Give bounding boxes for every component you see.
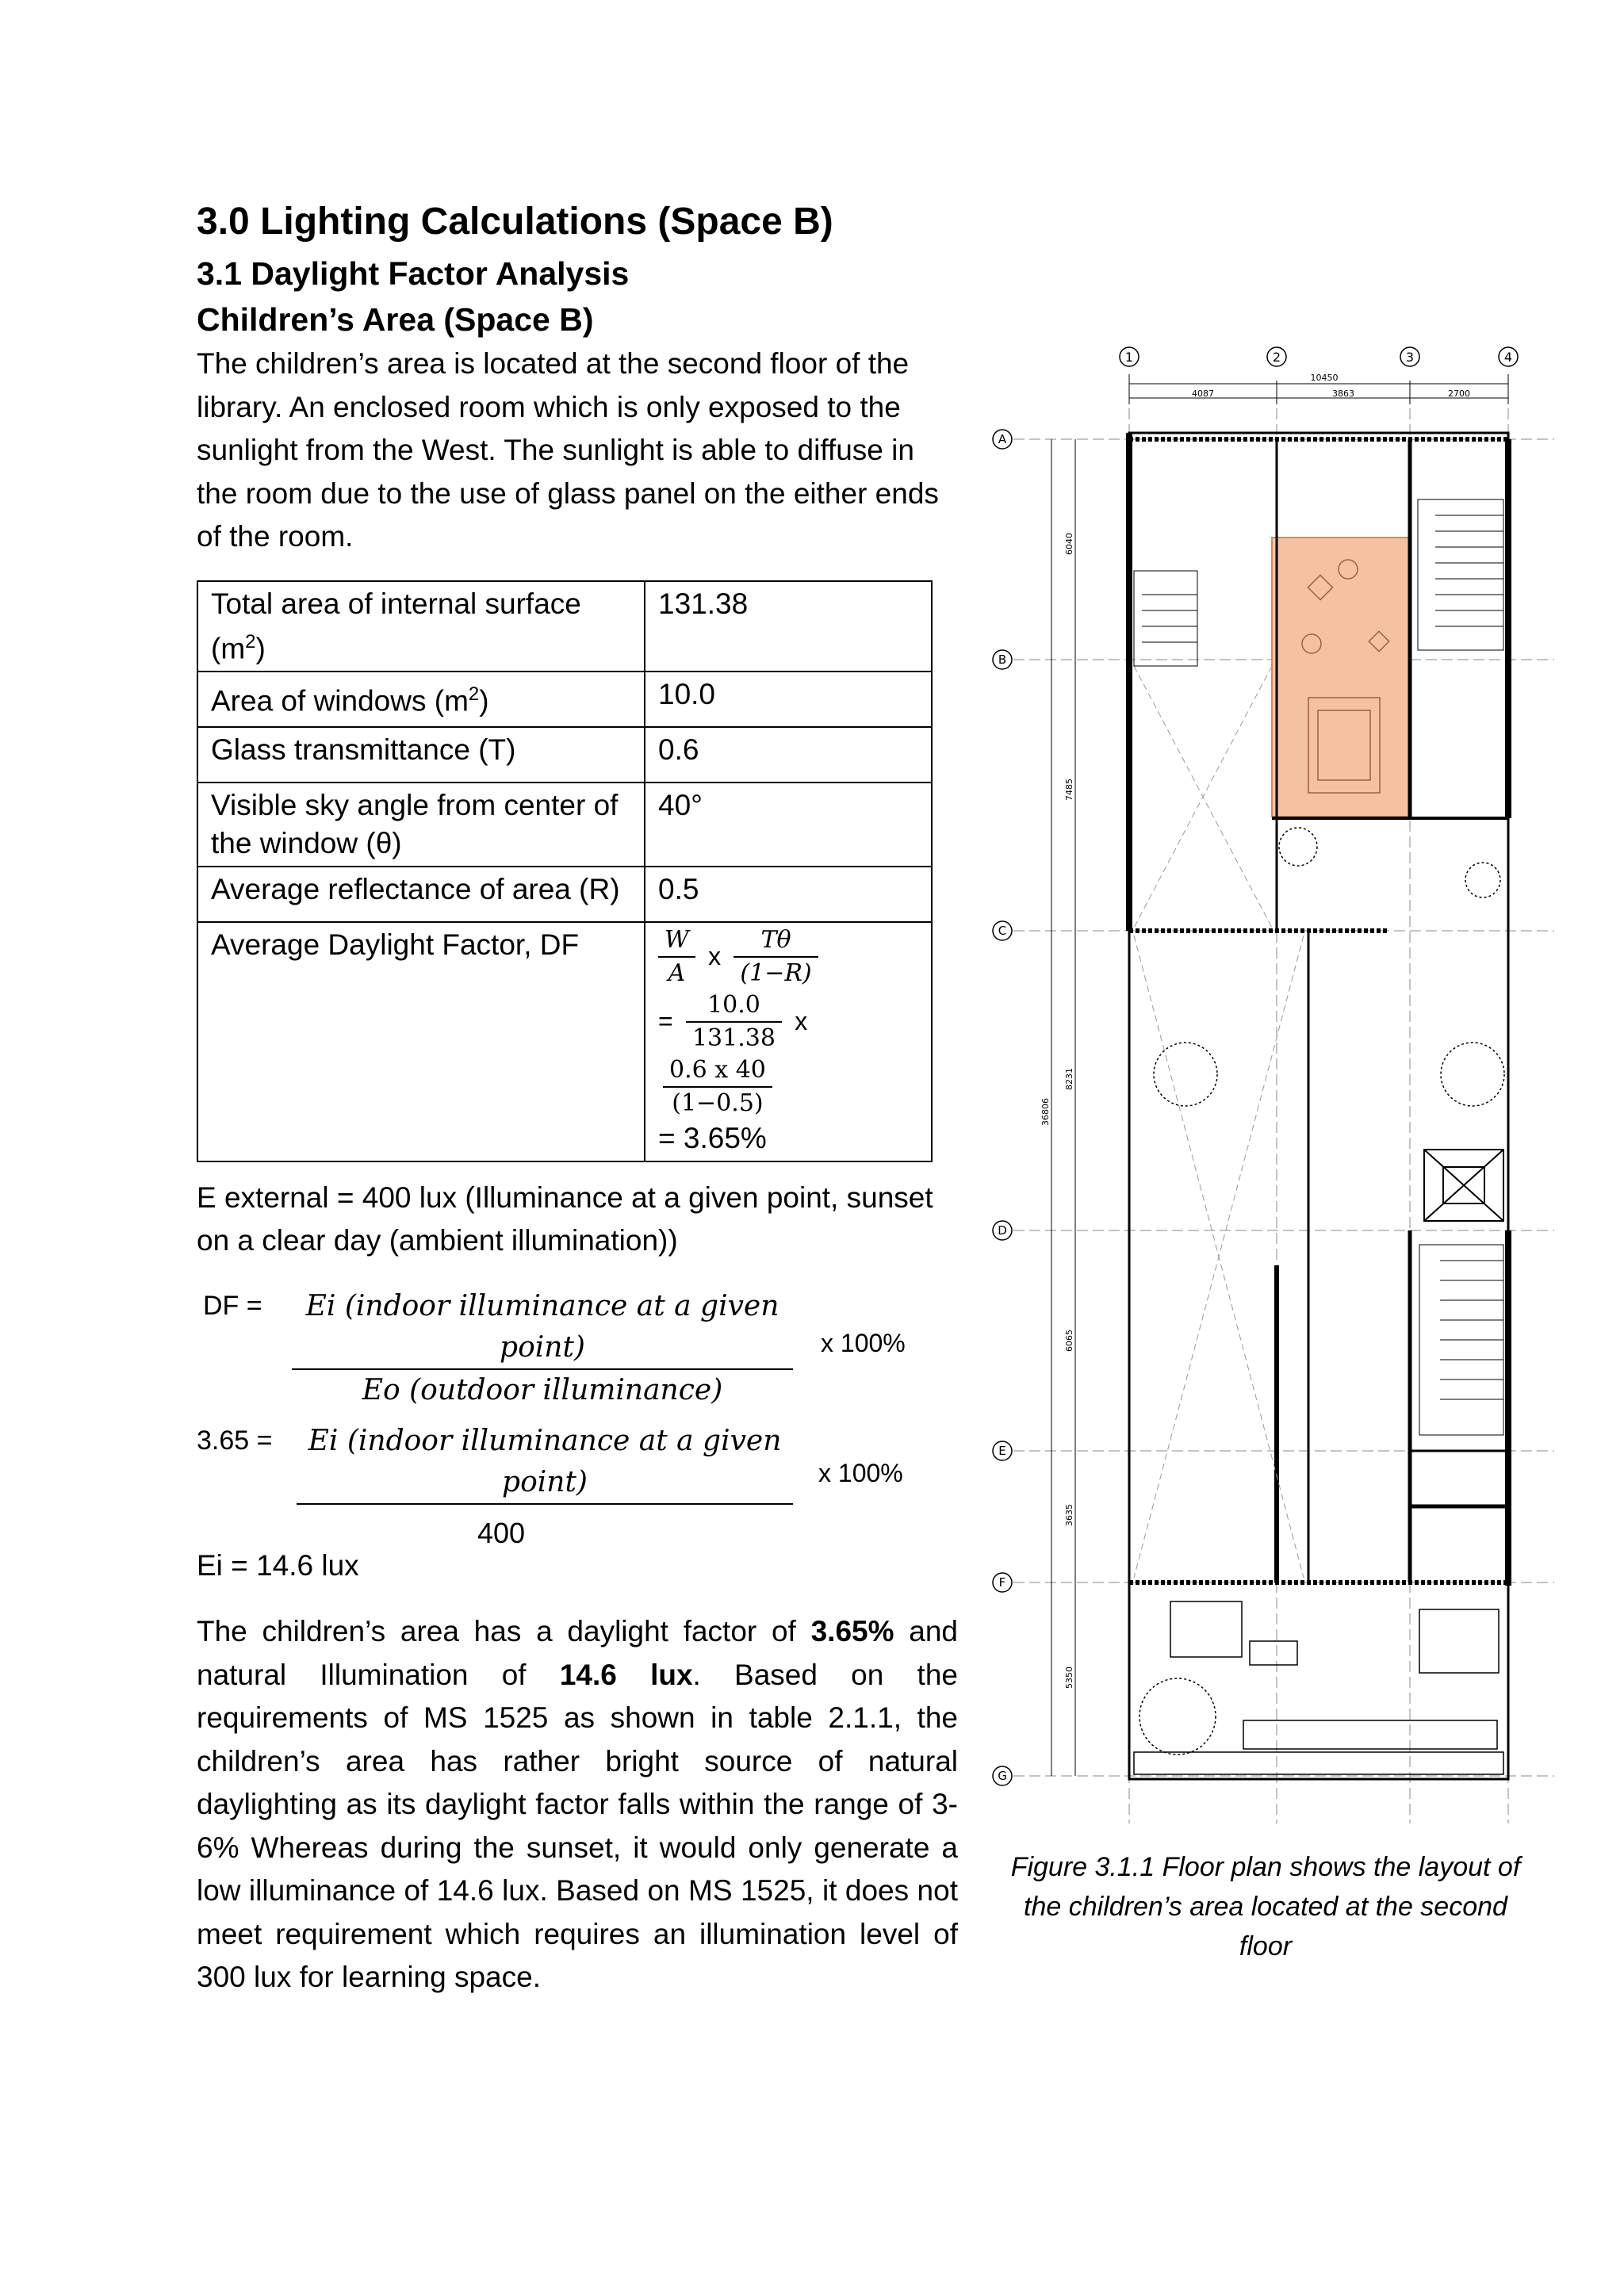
df-value-label: 3.65 = xyxy=(197,1425,273,1456)
table-value: 131.38 xyxy=(645,581,932,672)
floor-plan xyxy=(975,333,1562,1839)
top-dimensions xyxy=(1129,373,1508,404)
grid-label: 4 xyxy=(1503,350,1513,365)
df-value-fraction: Ei (indoor illuminance at a given point) 400 xyxy=(297,1421,793,1554)
svg-text:G: G xyxy=(998,1769,1007,1783)
fraction: $\frac{W}{A}$ xyxy=(658,924,695,989)
section-heading: 3.0 Lighting Calculations (Space B) xyxy=(197,201,833,243)
svg-text:2700: 2700 xyxy=(1448,388,1470,399)
svg-text:F: F xyxy=(998,1575,1006,1590)
calculation-table xyxy=(197,580,933,1162)
fraction: $\frac{10.0}{131.38}$ xyxy=(686,989,782,1054)
left-dimensions xyxy=(1040,439,1075,1776)
table-label: Area of windows $(m^2)$ xyxy=(197,672,645,727)
ground-furniture xyxy=(1134,1601,1503,1774)
intro-paragraph: The children’s area is located at the second floor of the library. An enclosed room which is only exposed to the sunlight from the West. The sunlight is able to diffuse in the room due to the use of glass panel on the either ends of the room. xyxy=(197,347,939,553)
df-equation-fraction: Ei (indoor illuminance at a given point) Eo (outdoor illuminance) xyxy=(292,1286,793,1411)
df-equation-label: DF = xyxy=(203,1291,262,1321)
svg-text:7485: 7485 xyxy=(1064,779,1074,801)
table-value: 10.0 xyxy=(645,672,932,727)
table-row xyxy=(197,727,932,783)
table-label: Glass transmittance (T) xyxy=(197,727,645,783)
table-label: Average Daylight Factor, DF xyxy=(197,922,645,1161)
lift xyxy=(1424,1150,1503,1221)
svg-text:4087: 4087 xyxy=(1192,388,1214,399)
svg-text:10450: 10450 xyxy=(1310,373,1339,383)
conclusion-paragraph: The children’s area has a daylight factor of 3.65% and natural Illumination of 14.6 lux. Based on the requirements of MS 1525 as shown in table 2.1.1, the children’s area has rather bright source of natural daylighting as its daylight factor falls within the range of 3-6% Whereas during the sunset, it would only generate a low illuminance of 14.6 lux. Based on MS 1525, it does not meet requirement which requires an illumination level of 300 lux for learning space. xyxy=(197,1615,958,1993)
formula-substituted: = $\frac{10.0}{131.38}$ x $\frac{0.6 x 40}{(1-0.5)}$ xyxy=(658,989,918,1119)
svg-text:6040: 6040 xyxy=(1064,533,1074,555)
table-value: 40° xyxy=(645,783,932,867)
table-row xyxy=(197,581,932,672)
svg-text:E: E xyxy=(998,1444,1006,1458)
table-row xyxy=(197,672,932,727)
grid-label: 1 xyxy=(1124,350,1134,365)
external-illuminance-text: E external = 400 lux (Illuminance at a given point, sunset on a clear day (ambient illumination)) xyxy=(197,1181,933,1257)
svg-text:6065: 6065 xyxy=(1064,1330,1074,1352)
svg-text:A: A xyxy=(998,432,1007,446)
column-grid xyxy=(1120,347,1518,366)
table-value: 0.5 xyxy=(645,867,932,922)
ei-result: Ei = 14.6 lux xyxy=(197,1549,359,1582)
svg-text:36806: 36806 xyxy=(1040,1098,1051,1126)
childrens-area-highlight xyxy=(1272,538,1410,817)
svg-text:D: D xyxy=(998,1223,1007,1238)
table-value: 0.6 xyxy=(645,727,932,783)
svg-text:3863: 3863 xyxy=(1332,388,1354,399)
row-grid xyxy=(993,430,1012,1785)
table-label: Average reflectance of area (R) xyxy=(197,867,645,922)
table-row xyxy=(197,783,932,867)
grid-label: 2 xyxy=(1272,350,1281,365)
tree-icons xyxy=(1139,828,1504,1755)
fraction: $\frac{0.6 x 40}{(1-0.5)}$ xyxy=(663,1054,772,1119)
svg-text:5350: 5350 xyxy=(1064,1667,1074,1689)
table-label: Total area of internal surface $(m^2)$ xyxy=(197,581,645,672)
df-equation-percent: x 100% xyxy=(821,1329,906,1357)
formula-cell xyxy=(645,922,932,1161)
svg-text:C: C xyxy=(998,924,1007,938)
table-row xyxy=(197,922,932,1161)
figure-caption: Figure 3.1.1 Floor plan shows the layout of the children’s area located at the second floor xyxy=(1010,1852,1521,1961)
formula-result: = 3.65% xyxy=(658,1122,767,1155)
table-label: Visible sky angle from center of the window (θ) xyxy=(197,783,645,867)
formula-general: $\frac{W}{A}$ x $\frac{T\theta}{(1-R)}$ xyxy=(658,924,918,989)
fraction: $\frac{T\theta}{(1-R)}$ xyxy=(733,924,818,989)
space-heading: Children’s Area (Space B) xyxy=(197,301,594,338)
grid-label: 3 xyxy=(1405,350,1415,365)
svg-text:3635: 3635 xyxy=(1064,1504,1074,1526)
df-value-percent: x 100% xyxy=(818,1459,903,1487)
svg-text:B: B xyxy=(998,652,1007,667)
subsection-heading: 3.1 Daylight Factor Analysis xyxy=(197,255,630,292)
svg-text:8231: 8231 xyxy=(1064,1068,1074,1090)
table-row xyxy=(197,867,932,922)
